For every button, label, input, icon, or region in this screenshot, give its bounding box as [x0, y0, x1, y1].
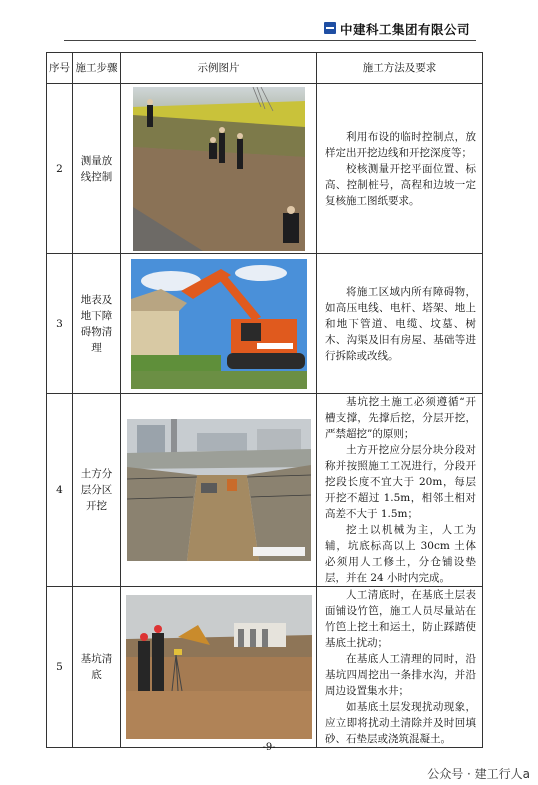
- method-paragraph: 如基底土层发现扰动现象，应立即将扰动土清除并及时回填砂、石垫层或浇筑混凝土。: [325, 701, 476, 745]
- example-image-cell: [121, 587, 317, 748]
- footer-watermark: 公众号 · 建工行人a: [427, 767, 530, 781]
- method-paragraph: 在基底人工清理的同时，沿基坑四周挖出一条排水沟，并沿周边设置集水井；: [325, 653, 476, 697]
- method-description: [317, 394, 483, 587]
- step-name: 测量放线控制: [73, 84, 121, 254]
- row-number: 2: [47, 84, 73, 254]
- method-paragraph: 人工清底时，在基底土层表面铺设竹笆，施工人员尽量站在竹笆上挖土和运土，防止踩踏使基底土扰动；: [325, 589, 476, 649]
- method-paragraph: 挖土以机械为主，人工为辅，坑底标高以上 30cm 土体必须用人工修土，分仓铺设垫层，并在 24 小时内完成。: [325, 524, 476, 584]
- row-number: 5: [47, 587, 73, 748]
- method-paragraph: 基坑挖土施工必须遵循“开槽支撑，先撑后挖，分层开挖，严禁超挖”的原则；: [325, 396, 476, 440]
- table-header-row: [47, 53, 483, 84]
- step-name: 基坑清底: [73, 587, 121, 748]
- table-row: [47, 587, 483, 748]
- obstacle-clearing-photo: [131, 259, 307, 389]
- table-row: [47, 84, 483, 254]
- page-header: [0, 0, 538, 44]
- layered-excavation-photo: [127, 419, 311, 561]
- method-paragraph: 校核测量开挖平面位置、标高、控制桩号，高程和边坡一定复核施工图纸要求。: [325, 162, 476, 207]
- company-logo-icon: [324, 22, 336, 34]
- col-header-step: 施工步骤: [73, 53, 121, 84]
- construction-steps-table: [46, 52, 483, 748]
- method-description: [317, 587, 483, 748]
- row-number: 4: [47, 394, 73, 587]
- method-paragraph: 将施工区域内所有障碍物，如高压电线、电杆、塔架、地上和地下管道、电缆、坟墓、树木、沟渠及旧有房屋、基础等进行拆除或改线。: [325, 285, 476, 362]
- table-row: [47, 254, 483, 394]
- page-number: -9-: [262, 742, 276, 753]
- step-name: 地表及地下障碍物清理: [73, 254, 121, 394]
- col-header-number: 序号: [47, 53, 73, 84]
- example-image-cell: [121, 254, 317, 394]
- table-row: [47, 394, 483, 587]
- col-header-method: 施工方法及要求: [317, 53, 483, 84]
- survey-layout-photo: [133, 87, 305, 251]
- col-header-image: 示例图片: [121, 53, 317, 84]
- header-divider: [64, 40, 476, 41]
- pit-bottom-cleaning-photo: [126, 595, 312, 739]
- method-paragraph: 土方开挖应分层分块分段对称并按照施工工况进行，分段开挖段长度不宜大于 20m，每层开挖不超过 1.5m，相邻土相对高差不大于 1.5m；: [325, 444, 476, 520]
- example-image-cell: [121, 84, 317, 254]
- method-paragraph: 利用布设的临时控制点，放样定出开挖边线和开挖深度等；: [325, 130, 476, 159]
- method-description: [317, 84, 483, 254]
- method-description: [317, 254, 483, 394]
- example-image-cell: [121, 394, 317, 587]
- company-name: 中建科工集团有限公司: [340, 22, 471, 37]
- step-name: 土方分层分区开挖: [73, 394, 121, 587]
- row-number: 3: [47, 254, 73, 394]
